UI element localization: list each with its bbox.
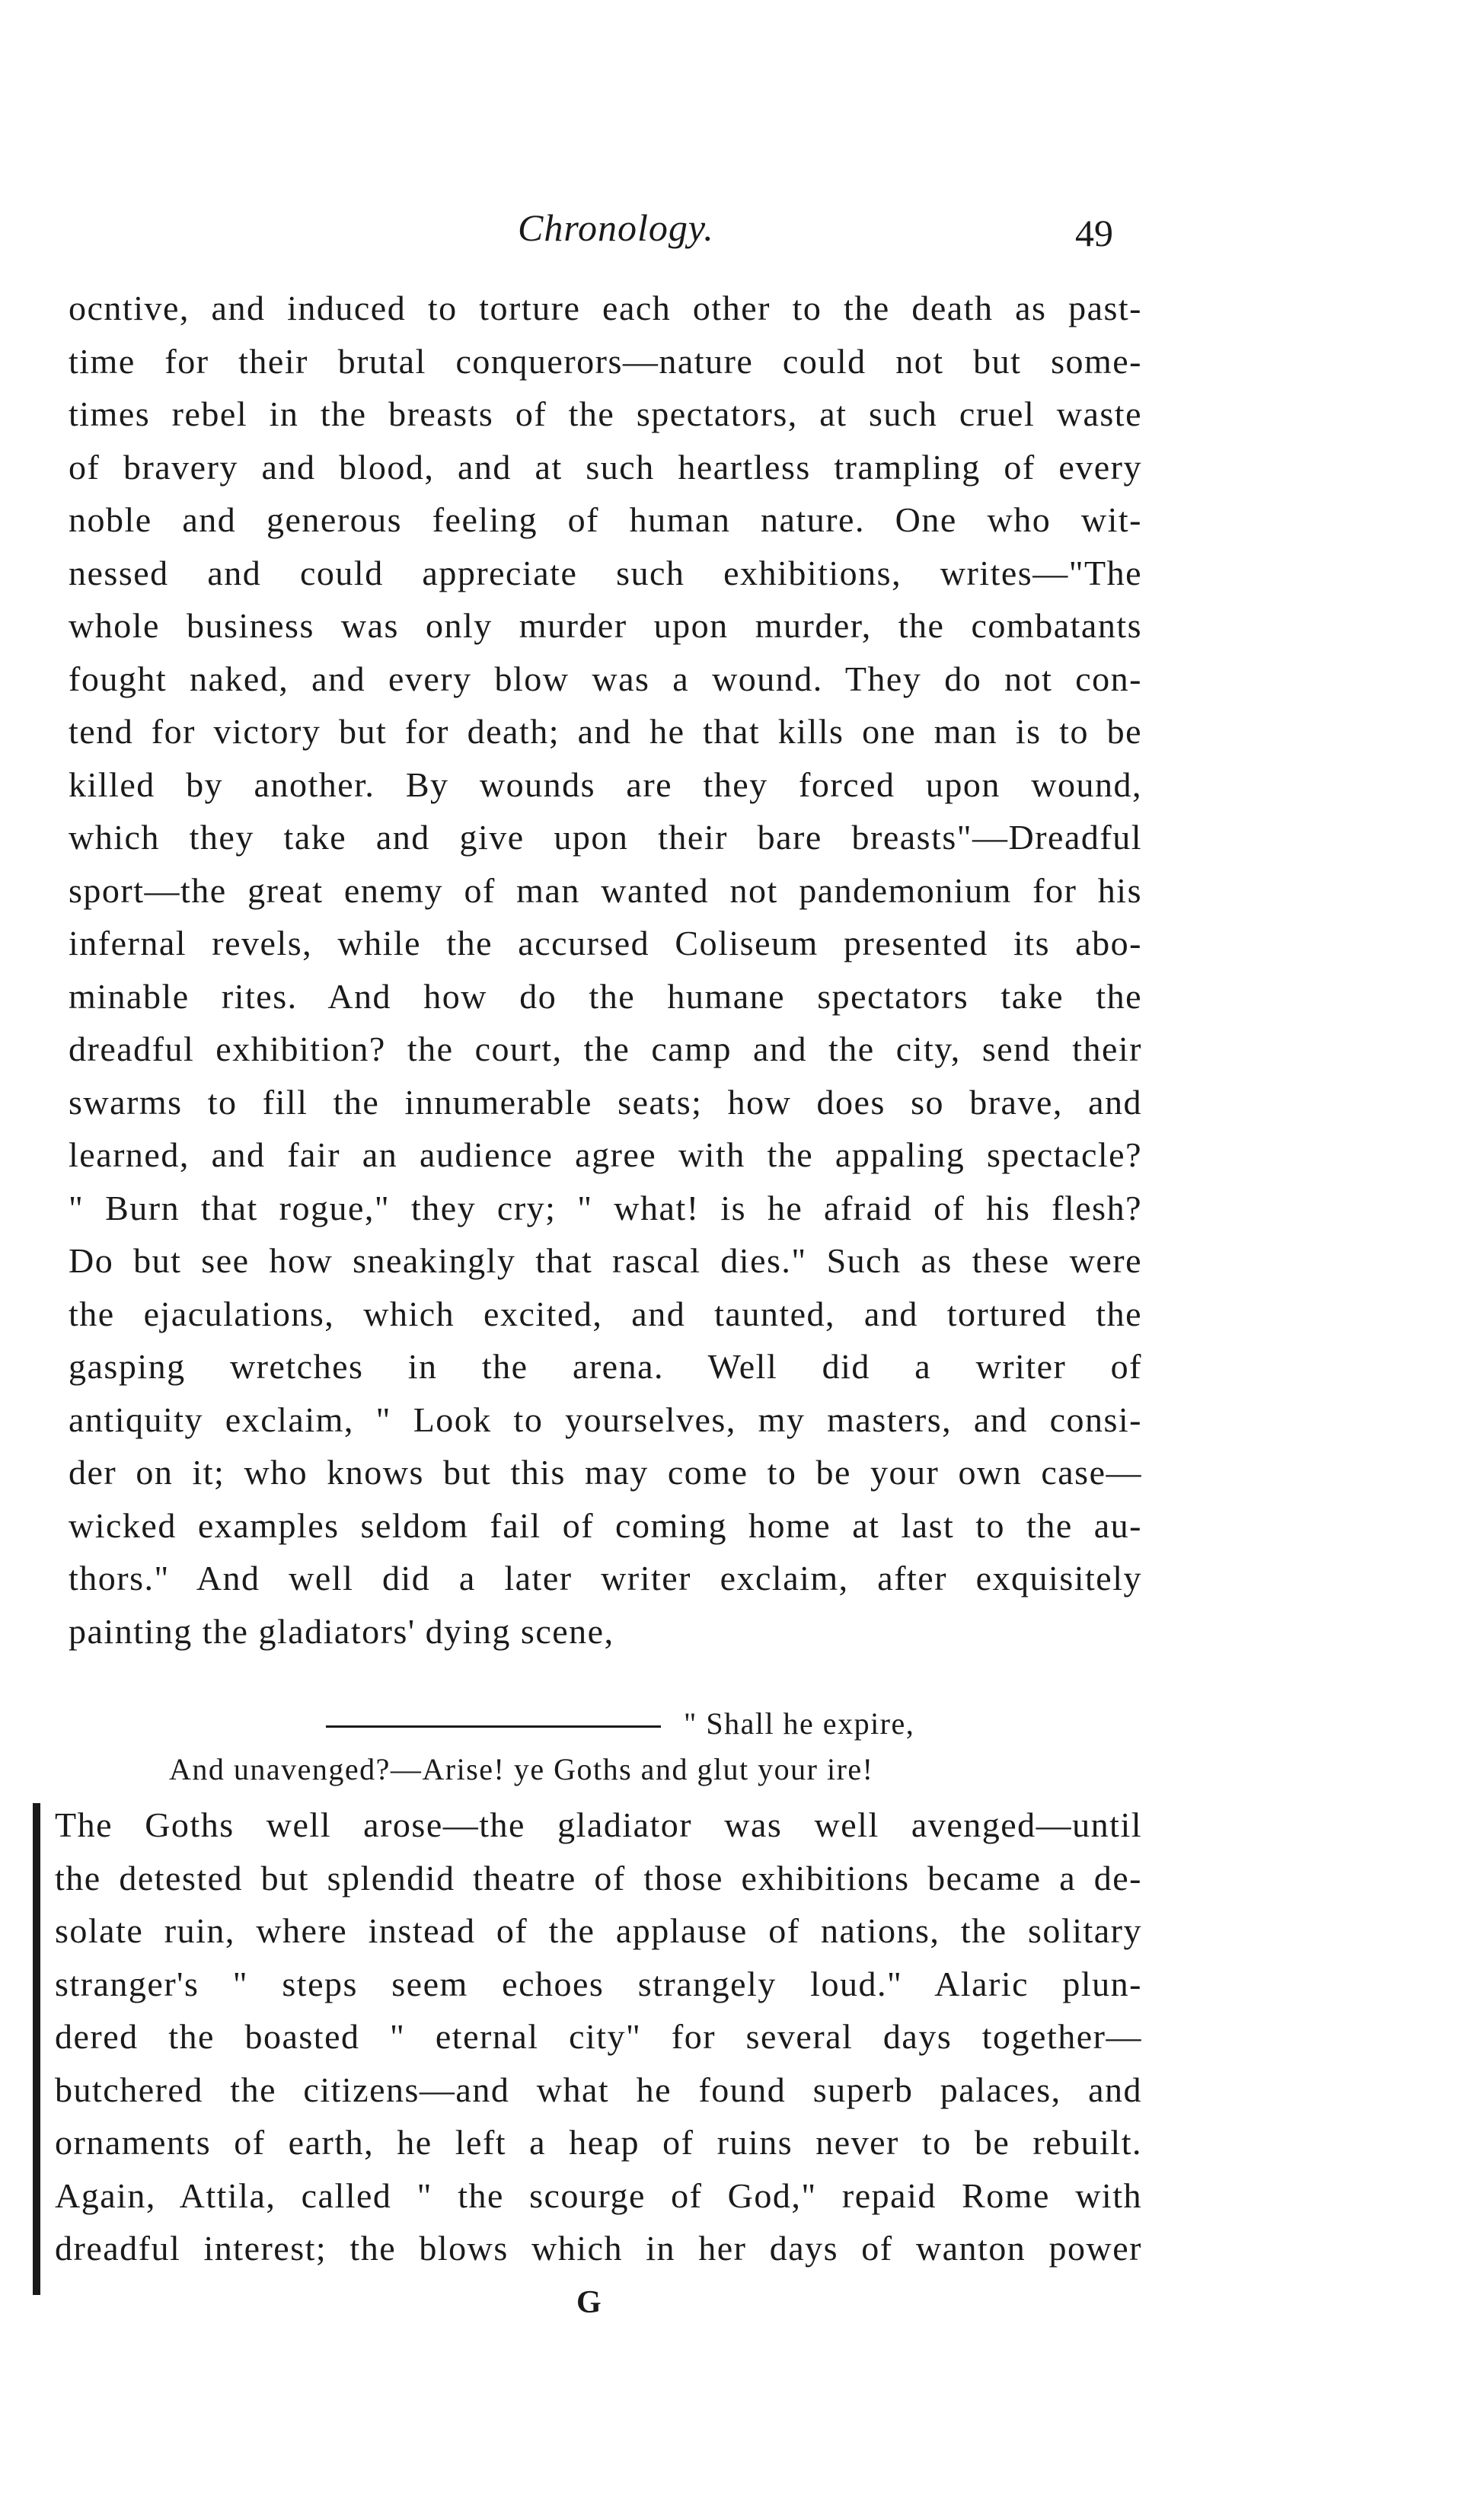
text-line: wicked examples seldom fail of coming home at last to the au- [69,1505,1142,1545]
text-line: times rebel in the breasts of the spectators, at such cruel waste [69,394,1142,433]
verse-line-2: And unavenged?—Arise! ye Goths and glut your ire! [169,1752,874,1786]
margin-mark [33,1803,40,2295]
verse-rule [326,1725,661,1728]
text-line: stranger's " steps seem echoes strangely loud." Alaric plun- [55,1964,1142,2003]
text-line: noble and generous feeling of human nature. One who wit- [69,500,1142,539]
paragraph-1 [69,282,1142,1658]
text-line: the detested but splendid theatre of those exhibitions became a de- [55,1858,1142,1898]
text-line: ocntive, and induced to torture each other to the death as past- [69,289,1142,327]
text-line: antiquity exclaim, " Look to yourselves, my masters, and consi- [69,1400,1142,1439]
text-line: which they take and give upon their bare breasts"—Dreadful [69,818,1142,857]
page-number: 49 [1075,212,1113,254]
signature-mark: G [576,2285,602,2320]
verse-line-1 [326,1706,1484,1741]
text-line: tend for victory but for death; and he that kills one man is to be [69,712,1142,751]
text-line: fought naked, and every blow was a wound. They do not con- [69,659,1142,698]
text-line: infernal revels, while the accursed Coliseum presented its abo- [69,924,1142,962]
text-line: butchered the citizens—and what he found superb palaces, and [55,2070,1142,2109]
text-line: time for their brutal conquerors—nature could not but some- [69,341,1142,381]
text-line: thors." And well did a later writer exclaim, after exquisitely [69,1559,1142,1598]
text-line: the ejaculations, which excited, and taunted, and tortured the [69,1294,1142,1333]
paragraph-2 [55,1799,1142,2275]
text-line: nessed and could appreciate such exhibitions, writes—"The [69,553,1142,592]
text-line: minable rites. And how do the humane spectators take the [69,976,1142,1016]
text-line: painting the gladiators' dying scene, [69,1611,614,1651]
verse-text: " Shall he expire, [684,1706,915,1741]
text-line: " Burn that rogue," they cry; " what! is he afraid of his flesh? [69,1188,1142,1227]
running-head: Chronology. [518,206,714,249]
text-line: The Goths well arose—the gladiator was well avenged—until [55,1805,1142,1844]
text-line: of bravery and blood, and at such heartless trampling of every [69,447,1142,487]
text-line: Do but see how sneakingly that rascal dies." Such as these were [69,1241,1142,1280]
text-line: dreadful exhibition? the court, the camp and the city, send their [69,1029,1142,1068]
text-line: dered the boasted " eternal city" for several days together— [55,2017,1142,2056]
text-line: ornaments of earth, he left a heap of ruins never to be rebuilt. [55,2123,1142,2162]
text-line: gasping wretches in the arena. Well did a writer of [69,1347,1142,1386]
text-line: killed by another. By wounds are they forced upon wound, [69,764,1142,804]
text-line: Again, Attila, called " the scourge of God," repaid Rome with [55,2175,1142,2215]
text-line: whole business was only murder upon murder, the combatants [69,606,1142,645]
text-line: swarms to fill the innumerable seats; how does so brave, and [69,1082,1142,1122]
text-line: dreadful interest; the blows which in her days of wanton power [55,2229,1142,2268]
text-line: learned, and fair an audience agree with the appaling spectacle? [69,1135,1142,1174]
text-line: sport—the great enemy of man wanted not pandemonium for his [69,870,1142,910]
text-line: der on it; who knows but this may come to be your own case— [69,1453,1142,1492]
text-line: solate ruin, where instead of the applause of nations, the solitary [55,1911,1142,1950]
